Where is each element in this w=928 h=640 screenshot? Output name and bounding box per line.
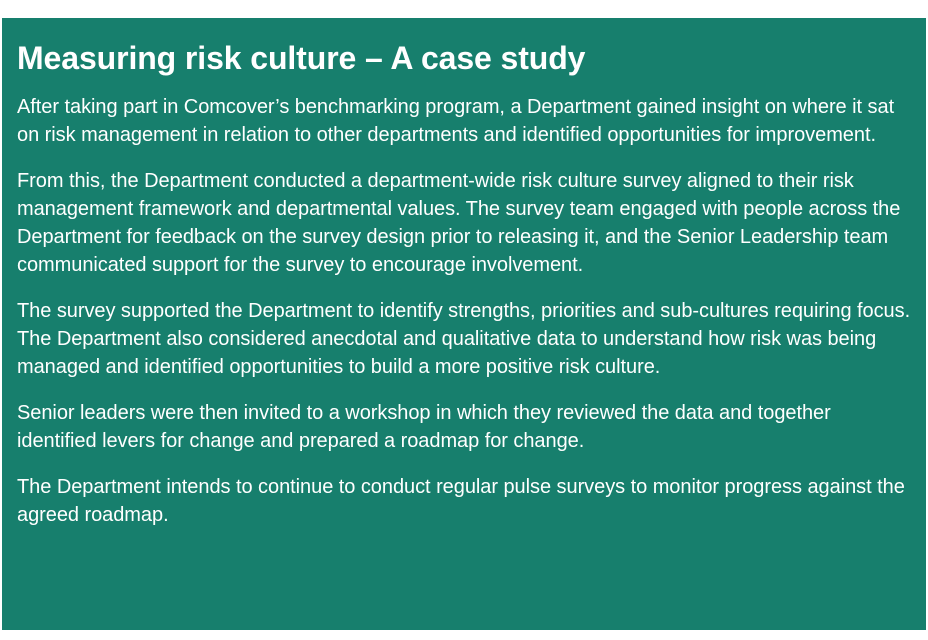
- case-study-title: Measuring risk culture – A case study: [17, 40, 586, 76]
- paragraph-benchmarking: After taking part in Comcover’s benchmarking program, a Department gained insight on where it sat on risk management in relation to other departments and identified opportunities for improvement.: [17, 96, 895, 146]
- case-study-panel: [2, 18, 926, 630]
- paragraph-workshop: Senior leaders were then invited to a workshop in which they reviewed the data and together identified levers for change and prepared a roadmap for change.: [17, 402, 831, 452]
- paragraph-survey-conducted: From this, the Department conducted a department-wide risk culture survey aligned to their risk management framework and departmental values. The survey team engaged with people across the Department for feedback on the survey design prior to releasing it, and the Senior Leadership team communicated support for the survey to encourage involvement.: [17, 170, 901, 276]
- paragraph-pulse-surveys: The Department intends to continue to conduct regular pulse surveys to monitor progress against the agreed roadmap.: [17, 476, 905, 526]
- paragraph-survey-outcomes: The survey supported the Department to identify strengths, priorities and sub-cultures requiring focus. The Department also considered anecdotal and qualitative data to understand how risk was being managed and identified opportunities to build a more positive risk culture.: [17, 300, 911, 378]
